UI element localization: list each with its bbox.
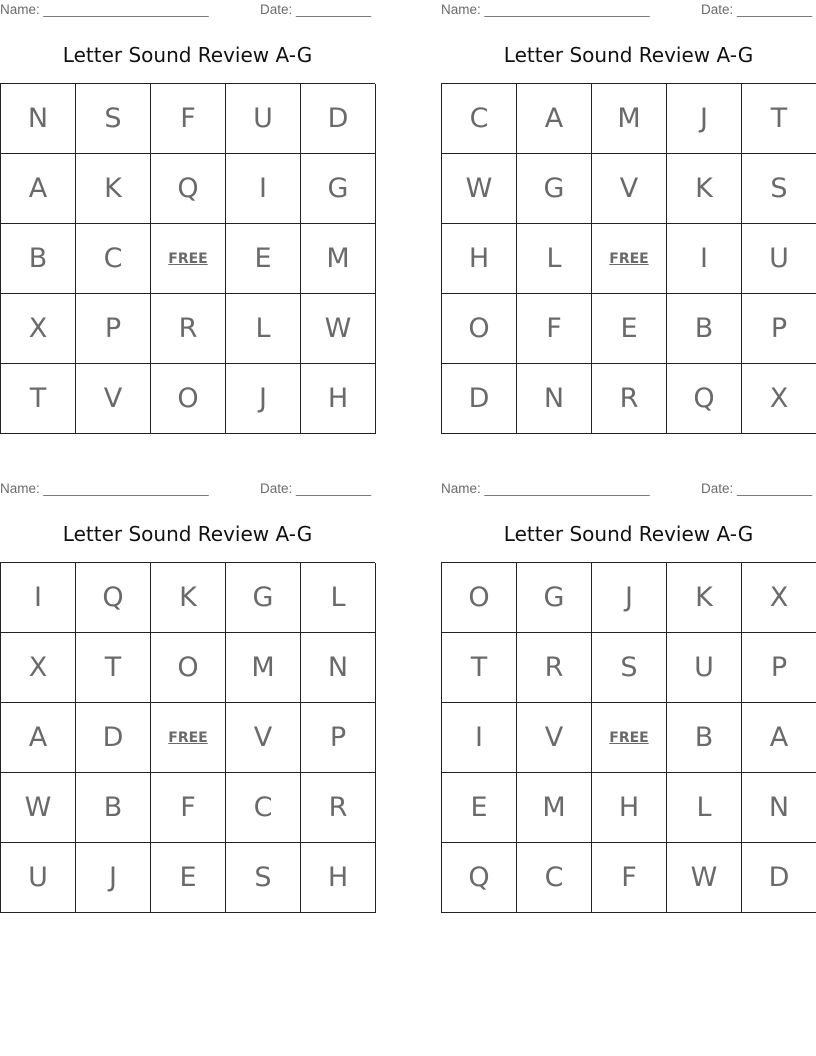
grid-cell: J	[592, 563, 667, 633]
grid-cell: R	[517, 633, 592, 703]
date-field: Date: __________	[260, 2, 372, 17]
date-field: Date: __________	[260, 481, 372, 496]
grid-cell: M	[301, 224, 376, 294]
bingo-card-3	[0, 479, 375, 913]
free-space: FREE	[592, 703, 667, 773]
grid-cell: G	[226, 563, 301, 633]
grid-cell: Q	[667, 364, 742, 434]
grid-cell: B	[667, 294, 742, 364]
grid-cell: C	[226, 773, 301, 843]
bingo-card-1	[0, 0, 375, 434]
grid-cell: I	[667, 224, 742, 294]
grid-cell: T	[442, 633, 517, 703]
grid-cell: S	[742, 154, 816, 224]
grid-cell: F	[592, 843, 667, 913]
grid-cell: P	[742, 633, 816, 703]
grid-cell: A	[1, 154, 76, 224]
header-line	[0, 2, 375, 20]
grid-cell: W	[301, 294, 376, 364]
grid-cell: N	[1, 84, 76, 154]
bingo-grid	[441, 83, 816, 434]
grid-cell: V	[517, 703, 592, 773]
grid-cell: N	[301, 633, 376, 703]
grid-cell: K	[667, 154, 742, 224]
grid-cell: F	[151, 84, 226, 154]
grid-cell: D	[742, 843, 816, 913]
free-space: FREE	[151, 224, 226, 294]
grid-cell: A	[1, 703, 76, 773]
grid-cell: J	[226, 364, 301, 434]
bingo-grid	[441, 562, 816, 913]
grid-cell: M	[592, 84, 667, 154]
grid-cell: A	[742, 703, 816, 773]
grid-cell: V	[226, 703, 301, 773]
grid-cell: A	[517, 84, 592, 154]
grid-cell: J	[667, 84, 742, 154]
grid-cell: I	[1, 563, 76, 633]
grid-cell: K	[151, 563, 226, 633]
grid-cell: O	[442, 563, 517, 633]
grid-cell: H	[442, 224, 517, 294]
grid-cell: U	[1, 843, 76, 913]
grid-cell: G	[517, 563, 592, 633]
grid-cell: G	[301, 154, 376, 224]
grid-cell: B	[667, 703, 742, 773]
grid-cell: U	[226, 84, 301, 154]
grid-cell: C	[442, 84, 517, 154]
grid-cell: H	[301, 843, 376, 913]
grid-cell: D	[76, 703, 151, 773]
grid-cell: R	[301, 773, 376, 843]
grid-cell: H	[301, 364, 376, 434]
grid-cell: B	[76, 773, 151, 843]
grid-cell: O	[151, 364, 226, 434]
grid-cell: X	[1, 294, 76, 364]
grid-cell: V	[592, 154, 667, 224]
free-space: FREE	[592, 224, 667, 294]
grid-cell: W	[442, 154, 517, 224]
grid-cell: Q	[151, 154, 226, 224]
grid-cell: L	[301, 563, 376, 633]
grid-cell: K	[667, 563, 742, 633]
grid-cell: J	[76, 843, 151, 913]
grid-cell: U	[667, 633, 742, 703]
grid-cell: B	[1, 224, 76, 294]
grid-cell: T	[1, 364, 76, 434]
grid-cell: S	[592, 633, 667, 703]
grid-cell: N	[742, 773, 816, 843]
grid-cell: U	[742, 224, 816, 294]
grid-cell: R	[151, 294, 226, 364]
bingo-card-2	[441, 0, 816, 434]
grid-cell: T	[76, 633, 151, 703]
bingo-grid	[0, 562, 375, 913]
grid-cell: P	[742, 294, 816, 364]
bingo-card-4	[441, 479, 816, 913]
grid-cell: C	[517, 843, 592, 913]
grid-cell: H	[592, 773, 667, 843]
grid-cell: X	[742, 563, 816, 633]
date-field: Date: __________	[701, 481, 813, 496]
grid-cell: X	[1, 633, 76, 703]
grid-cell: E	[151, 843, 226, 913]
grid-cell: C	[76, 224, 151, 294]
bingo-grid	[0, 83, 375, 434]
grid-cell: O	[151, 633, 226, 703]
grid-cell: V	[76, 364, 151, 434]
name-field: Name: ______________________	[441, 481, 650, 496]
grid-cell: S	[226, 843, 301, 913]
grid-cell: F	[517, 294, 592, 364]
grid-cell: M	[226, 633, 301, 703]
grid-cell: Q	[442, 843, 517, 913]
grid-cell: X	[742, 364, 816, 434]
grid-cell: L	[226, 294, 301, 364]
name-field: Name: ______________________	[0, 481, 209, 496]
free-space: FREE	[151, 703, 226, 773]
grid-cell: W	[667, 843, 742, 913]
grid-cell: L	[517, 224, 592, 294]
grid-cell: E	[442, 773, 517, 843]
grid-cell: N	[517, 364, 592, 434]
grid-cell: E	[592, 294, 667, 364]
grid-cell: T	[742, 84, 816, 154]
header-line	[441, 481, 816, 499]
card-title: Letter Sound Review A-G	[62, 522, 313, 546]
header-line	[441, 2, 816, 20]
grid-cell: D	[442, 364, 517, 434]
card-title: Letter Sound Review A-G	[62, 43, 313, 67]
grid-cell: K	[76, 154, 151, 224]
name-field: Name: ______________________	[441, 2, 650, 17]
name-field: Name: ______________________	[0, 2, 209, 17]
grid-cell: D	[301, 84, 376, 154]
grid-cell: O	[442, 294, 517, 364]
grid-cell: R	[592, 364, 667, 434]
grid-cell: S	[76, 84, 151, 154]
date-field: Date: __________	[701, 2, 813, 17]
card-title: Letter Sound Review A-G	[503, 43, 754, 67]
grid-cell: F	[151, 773, 226, 843]
grid-cell: M	[517, 773, 592, 843]
grid-cell: W	[1, 773, 76, 843]
header-line	[0, 481, 375, 499]
grid-cell: G	[517, 154, 592, 224]
grid-cell: E	[226, 224, 301, 294]
grid-cell: P	[301, 703, 376, 773]
grid-cell: Q	[76, 563, 151, 633]
grid-cell: I	[226, 154, 301, 224]
grid-cell: L	[667, 773, 742, 843]
grid-cell: I	[442, 703, 517, 773]
card-title: Letter Sound Review A-G	[503, 522, 754, 546]
grid-cell: P	[76, 294, 151, 364]
